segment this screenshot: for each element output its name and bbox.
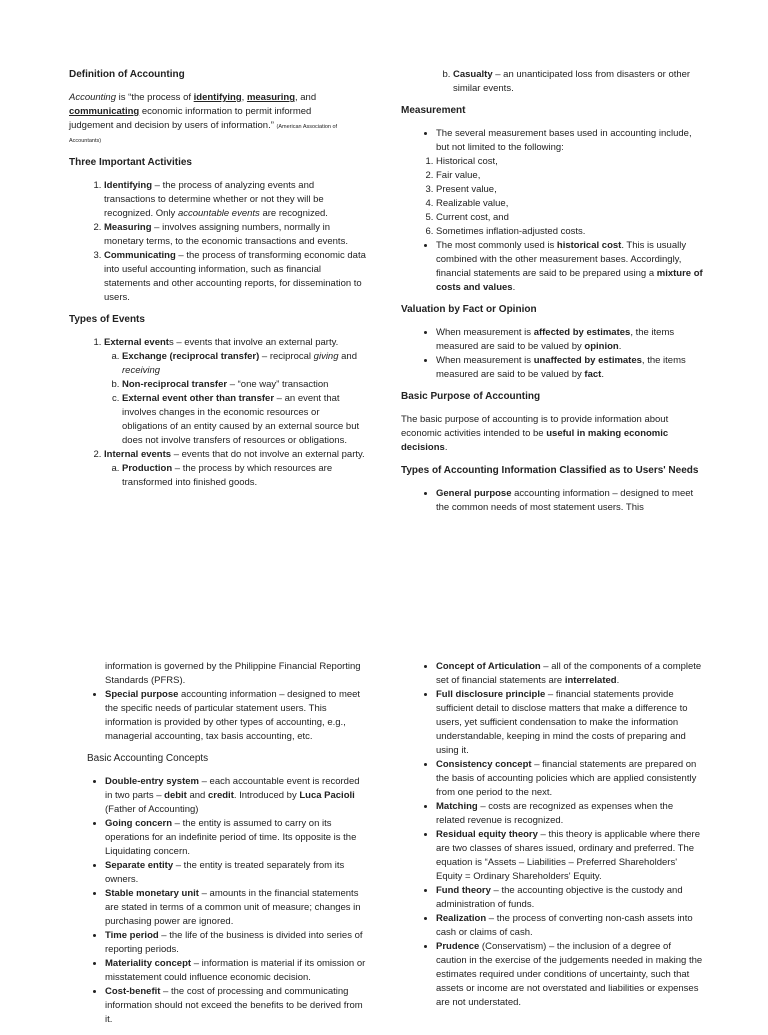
casualty-list (401, 68, 706, 96)
list-item: a. Exchange (reciprocal transfer) – reciprocal giving and receiving (122, 350, 367, 378)
list-item: • The several measurement bases used in accounting include, but not limited to the following: (436, 127, 706, 155)
purpose-paragraph: The basic purpose of accounting is to provide information about economic activities intended to be useful in making economic decisions. (401, 414, 669, 453)
list-item: b. Non-reciprocal transfer – “one way” transaction (122, 378, 367, 392)
list-item: • Separate entity – the entity is treated separately from its owners. (105, 859, 369, 887)
list-item: b. Casualty – an unanticipated loss from disasters or other similar events. (453, 68, 706, 96)
list-item: • When measurement is unaffected by estimates, the items measured are said to be valued by fact. (436, 354, 706, 382)
list-item: • Stable monetary unit – amounts in the financial statements are stated in terms of a common unit of measure; changes in purchasing power are ignored. (105, 887, 369, 929)
list-item: 3. Communicating – the process of transforming economic data into useful accounting information, such as financial statements and other accounting reports, for dissemination to users. (104, 249, 367, 305)
list-item: • Consistency concept – financial statements are prepared on the basis of accounting policies which are applied consistently from one period to the next. (436, 758, 703, 800)
activities-list (69, 179, 367, 305)
list-item: • Residual equity theory – this theory is applicable where there are two classes of shares issued, ordinary and preferred. The equation is “Assets – Liabilities – Preferred Shareholders' Equity = Ordinary Shareholders' Equity. (436, 828, 703, 884)
list-item: 2. Fair value, (436, 169, 706, 183)
list-item: • Concept of Articulation – all of the components of a complete set of financial statements are interrelated. (436, 660, 703, 688)
list-item: 2. Internal events – events that do not involve an external party. a. Production – the process by which resources are transformed into finished goods. (104, 448, 367, 490)
heading-concepts: Basic Accounting Concepts (87, 753, 209, 764)
list-item: 3. Present value, (436, 183, 706, 197)
list-item: • Time period – the life of the business is divided into series of reporting periods. (105, 929, 369, 957)
events-list (69, 336, 367, 490)
list-item: • Special purpose accounting information – designed to meet the specific needs of particular statement users. This information is provided by other types of accounting, e.g., managerial accounting, tax basis accounting, etc. (105, 688, 369, 744)
heading-definition: Definition of Accounting (69, 69, 185, 80)
special-purpose-list (87, 688, 369, 744)
measurement-bases-list (401, 155, 706, 239)
heading-activities: Three Important Activities (69, 157, 192, 168)
list-item: • General purpose accounting information – designed to meet the common needs of most statement users. This (436, 487, 706, 515)
document-page-2 (0, 548, 768, 1024)
valuation-list (401, 326, 706, 382)
page1-left-column (69, 68, 369, 498)
list-item: • Prudence (Conservatism) – the inclusion of a degree of caution in the exercise of the judgements needed in making the estimates required under conditions of uncertainty, such that assets or income are not overstated and liabilities or expenses are not understated. (436, 940, 703, 1010)
info-types-list (401, 487, 706, 515)
heading-measurement: Measurement (401, 105, 466, 116)
heading-events: Types of Events (69, 314, 145, 325)
list-item: • Materiality concept – information is material if its omission or misstatement could influence economic decision. (105, 957, 369, 985)
list-item: • Realization – the process of converting non-cash assets into cash or claims of cash. (436, 912, 703, 940)
list-item: • Going concern – the entity is assumed to carry on its operations for an indefinite period of time. Its opposite is the Liquidating concern. (105, 817, 369, 859)
list-item: • Full disclosure principle – financial statements provide sufficient detail to disclose matters that make a difference to users, yet sufficient condensation to make the information understandable, keeping in mind the costs of preparing and using it. (436, 688, 703, 758)
heading-purpose: Basic Purpose of Accounting (401, 391, 541, 402)
list-item: • Fund theory – the accounting objective is the custody and administration of funds. (436, 884, 703, 912)
list-item: a. Production – the process by which resources are transformed into finished goods. (122, 462, 367, 490)
definition-paragraph: Accounting is “the process of identifying, measuring, and communicating economic information to permit informed judgement and decision by users of information.” (American Association of Accountants) (69, 92, 338, 144)
measurement-common-list (401, 239, 706, 295)
list-item: 5. Current cost, and (436, 211, 706, 225)
list-item: • Cost-benefit – the cost of processing and communicating information should not exceed the benefits to be derived from it. (105, 985, 369, 1027)
general-purpose-continued: information is governed by the Philippine Financial Reporting Standards (PFRS). (105, 661, 361, 686)
list-item: • Double-entry system – each accountable event is recorded in two parts – debit and credit. Introduced by Luca Pacioli (Father of Accounting) (105, 775, 369, 817)
page2-right-column (418, 660, 703, 1018)
list-item: • The most commonly used is historical cost. This is usually combined with the other measurement bases. Accordingly, financial statements are said to be prepared using a mixture of costs and values. (436, 239, 706, 295)
list-item: c. External event other than transfer – an event that involves changes in the economic resources or obligations of an entity caused by an external source but does not involve transfers of resources or obligations. (122, 392, 367, 448)
concepts-list (87, 775, 369, 1027)
external-events-sublist (104, 350, 367, 448)
list-item: 1. Historical cost, (436, 155, 706, 169)
list-item: 1. External events – events that involve an external party. a. Exchange (reciprocal transfer) – reciprocal giving and receiving b. Non-reciprocal transfer – “one way” transaction c. External event other than transfer – an event that involves changes in the economic resources or obligations of an entity caused by an external source but does not involve transfers of resources or obligations. (104, 336, 367, 448)
page2-left-column (87, 660, 369, 1035)
page1-right-column (401, 68, 706, 523)
list-item: • Matching – costs are recognized as expenses when the related revenue is recognized. (436, 800, 703, 828)
list-item: 1. Identifying – the process of analyzing events and transactions to determine whether or not they will be recognized. Only accountable events are recognized. (104, 179, 367, 221)
heading-valuation: Valuation by Fact or Opinion (401, 304, 537, 315)
heading-info-types: Types of Accounting Information Classified as to Users' Needs (401, 465, 699, 476)
measurement-intro-list (401, 127, 706, 155)
list-item: • When measurement is affected by estimates, the items measured are said to be valued by opinion. (436, 326, 706, 354)
principles-list (418, 660, 703, 1010)
list-item: 2. Measuring – involves assigning numbers, normally in monetary terms, to the economic transactions and events. (104, 221, 367, 249)
list-item: 4. Realizable value, (436, 197, 706, 211)
internal-events-sublist (104, 462, 367, 490)
list-item: 6. Sometimes inflation-adjusted costs. (436, 225, 706, 239)
